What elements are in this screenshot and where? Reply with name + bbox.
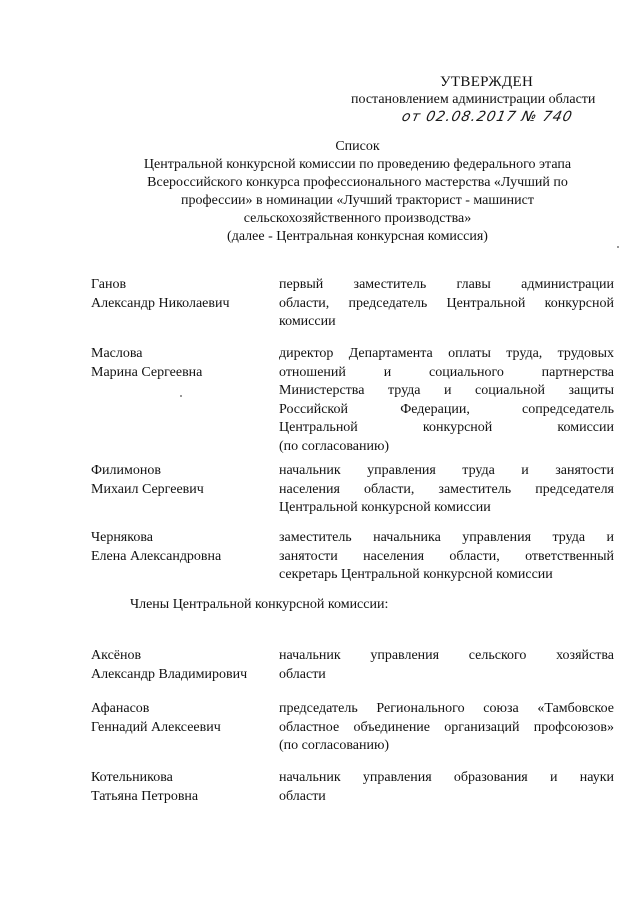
position-line: комиссии <box>279 314 336 329</box>
position-line: отношений и социального партнерства <box>279 364 614 380</box>
approval-authority: постановлением администрации области <box>351 92 596 107</box>
member-surname: Филимонов <box>91 463 161 478</box>
position-line: начальник управления труда и занятости <box>279 463 614 478</box>
member-position <box>279 462 614 518</box>
title-line: Список <box>335 139 380 154</box>
scan-speck <box>180 395 182 397</box>
member-given-name: Марина Сергеевна <box>91 364 203 380</box>
member-name <box>91 529 271 566</box>
position-line: начальник управления сельского хозяйства <box>279 648 614 663</box>
title-line: профессии» в номинации «Лучший тракторист - машинист <box>181 193 534 208</box>
member-position <box>279 647 614 684</box>
document-title <box>90 138 625 246</box>
position-line: председатель Регионального союза «Тамбовское <box>279 701 614 716</box>
position-line: (по согласованию) <box>279 738 390 753</box>
member-given-name: Александр Владимирович <box>91 666 248 682</box>
member-name <box>91 647 271 684</box>
member-given-name: Александр Николаевич <box>91 295 230 311</box>
title-line: (далее - Центральная конкурсная комиссия) <box>227 229 488 244</box>
position-line: начальник управления образования и науки <box>279 770 614 785</box>
title-line: Всероссийского конкурса профессионального мастерства «Лучший по <box>147 175 568 190</box>
title-line: Центральной конкурсной комиссии по проведению федерального этапа <box>143 157 572 172</box>
position-line: первый заместитель главы администрации <box>279 277 614 292</box>
handwritten-date-number: от 02.08.2017 № 740 <box>400 109 575 125</box>
position-line: Российской Федерации, сопредседатель <box>279 401 614 417</box>
position-line: заместитель начальника управления труда и <box>279 530 614 545</box>
position-line: занятости населения области, ответственный <box>279 548 614 564</box>
scan-speck <box>617 246 619 248</box>
position-line: Министерства труда и социальной защиты <box>279 383 614 398</box>
member-position <box>279 276 614 332</box>
position-line: области, председатель Центральной конкурсной <box>279 295 614 311</box>
member-name <box>91 462 271 499</box>
member-name <box>91 345 271 382</box>
approval-stamp-title: УТВЕРЖДЕН <box>440 74 534 90</box>
position-line: областное объединение организаций профсоюзов» <box>279 719 614 735</box>
position-line: директор Департамента оплаты труда, трудовых <box>279 346 614 361</box>
member-given-name: Елена Александровна <box>91 548 222 564</box>
member-given-name: Татьяна Петровна <box>91 788 199 804</box>
members-heading: Члены Центральной конкурсной комиссии: <box>130 597 389 612</box>
title-line: сельскохозяйственного производства» <box>243 211 472 226</box>
member-given-name: Геннадий Алексеевич <box>91 719 221 735</box>
member-name <box>91 769 271 806</box>
member-surname: Аксёнов <box>91 648 142 663</box>
position-line: секретарь Центральной конкурсной комиссии <box>279 567 553 582</box>
member-position <box>279 345 614 456</box>
position-line: населения области, заместитель председателя <box>279 481 614 497</box>
member-surname: Афанасов <box>91 701 150 716</box>
position-line: (по согласованию) <box>279 438 390 454</box>
member-name <box>91 700 271 737</box>
member-surname: Котельникова <box>91 770 173 785</box>
position-line: области <box>279 666 326 682</box>
member-position <box>279 700 614 756</box>
position-line: области <box>279 788 326 804</box>
member-given-name: Михаил Сергеевич <box>91 481 204 497</box>
member-position <box>279 769 614 806</box>
position-line: Центральной конкурсной комиссии <box>279 420 614 435</box>
member-position <box>279 529 614 585</box>
member-surname: Ганов <box>91 277 127 292</box>
member-surname: Маслова <box>91 346 143 361</box>
member-surname: Чернякова <box>91 530 153 545</box>
position-line: Центральной конкурсной комиссии <box>279 500 491 515</box>
member-name <box>91 276 271 313</box>
